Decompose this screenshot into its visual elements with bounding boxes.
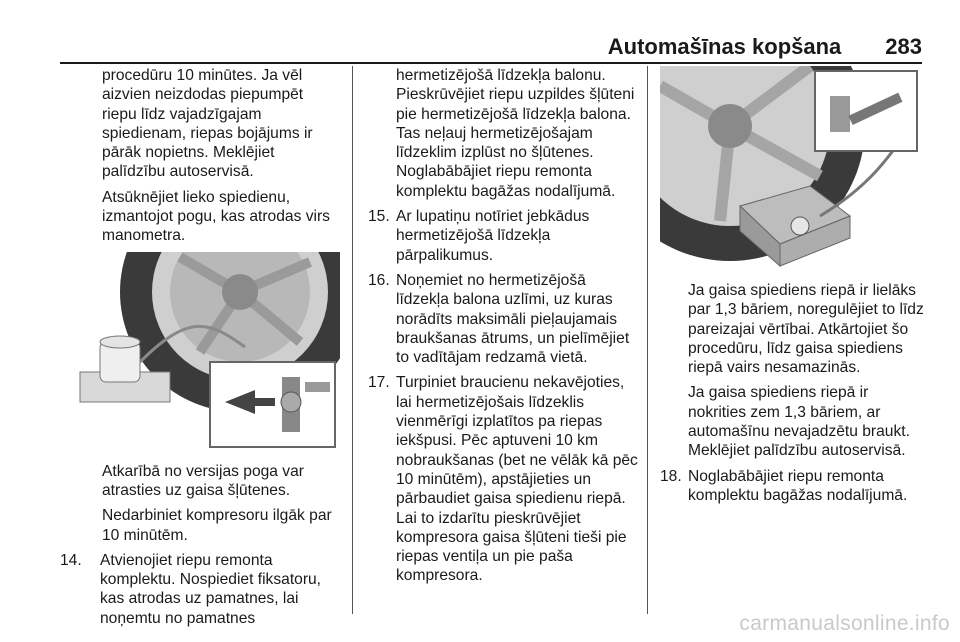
column-1 [60,66,340,634]
step-text: Noglabābājiet riepu remonta komplektu bagāžas nodalījumā. [688,467,908,504]
step-number: 16. [368,271,390,289]
page-header [60,24,922,64]
column-2 [368,66,640,592]
page-title: Automašīnas kopšana [607,34,842,59]
step-16 [368,271,640,367]
paragraph: Ja gaisa spiediens riepā ir nokrities zem 1,3 bāriem, ar automašīnu nevajadzētu braukt. Meklējiet palīdzību autoservisā. [688,384,910,460]
paragraph: procedūru 10 minūtes. Ja vēl aizvien neizdodas piepumpēt riepu līdz vajadzīgajam spiedienam, riepas bojājums ir pārāk nopietns. Meklējiet palīdzību autoservisā. [102,67,313,181]
illustration-compressor-valve [660,66,922,271]
illustration-release-pressure [60,252,340,452]
step-18 [660,467,930,506]
step-text: Atvienojiet riepu remonta komplektu. Nospiediet fiksatoru, kas atrodas uz pamatnes, lai noņemtu no pamatnes [100,551,322,627]
step-text: Ar lupatiņu notīriet jebkādus hermetizējošā līdzekļa pārpalikumus. [396,208,590,264]
paragraph: Atsūknējiet lieko spiedienu, izmantojot pogu, kas atrodas virs manometra. [102,188,330,245]
paragraph: Atkarībā no versijas poga var atrasties uz gaisa šļūtenes. [102,462,304,499]
paragraph: Nedarbiniet kompresoru ilgāk par 10 minūtēm. [102,507,332,544]
paragraph: hermetizējošā līdzekļa balonu. Pieskrūvējiet riepu uzpildes šļūteni pie hermetizējošā līdzekļa balona. Tas neļauj hermetizējošajam līdzeklim izplūst no šļūtenes. Noglabābājiet riepu remonta komplektu bagāžas nodalījumā. [396,67,635,200]
step-number: 18. [660,467,682,485]
watermark: carmanualsonline.info [739,612,950,635]
step-15 [368,207,640,265]
step-17 [368,373,640,585]
column-3 [660,66,930,511]
column-divider [647,66,648,614]
step-text: Noņemiet no hermetizējošā līdzekļa balona uzlīmi, uz kuras norādīts maksimāli pieļaujamais braukšanas ātrums, un pielīmējiet to vadītājam redzamā vietā. [396,271,630,367]
step-number: 17. [368,374,390,392]
step-14 [60,551,340,628]
page-number: 283 [885,34,922,59]
step-number: 14. [60,551,82,569]
column-divider [352,66,353,614]
step-text: Turpiniet braucienu nekavējoties, lai hermetizējošais līdzeklis vienmērīgi izplatītos pa riepas iekšpusi. Pēc aptuveni 10 km nobraukšanas (bet ne vēlāk kā pēc 10 minūtēm), apstājieties un pārbaudiet gaisa spiedienu riepā. Lai to izdarītu pieskrūvējiet kompresora gaisa šļūteni tieši pie riepas ventiļa un pie paša kompresora. [396,374,638,585]
step-number: 15. [368,208,390,226]
paragraph: Ja gaisa spiediens riepā ir lielāks par 1,3 bāriem, noregulējiet to līdz pareizajai vērtībai. Atkārtojiet šo procedūru, līdz gaisa spiediens riepā vairs nesamazinās. [688,282,924,377]
